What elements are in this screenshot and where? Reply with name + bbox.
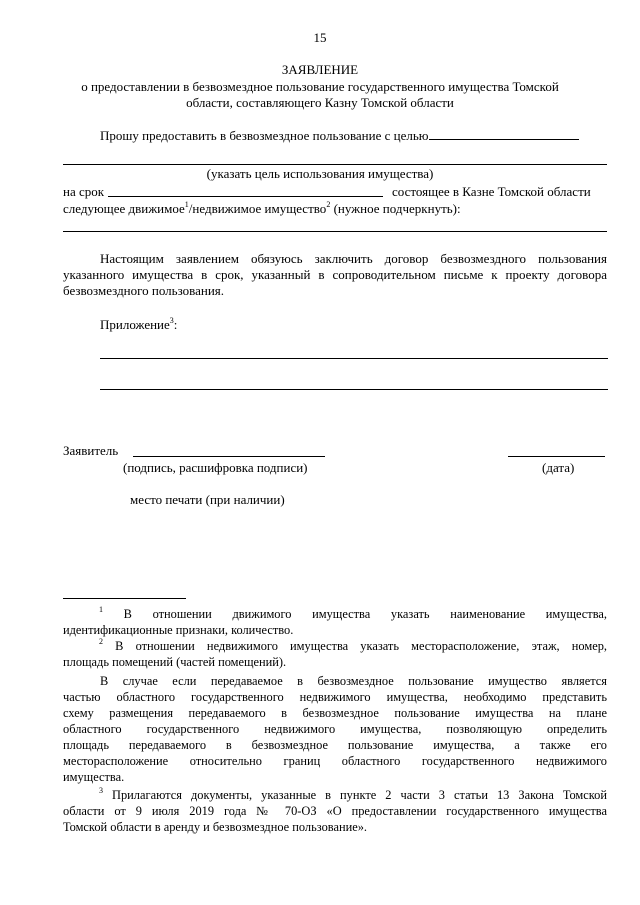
obligation-line-1: Настоящим заявлением обязуюсь заключить договор безвозмездного пользования [100,251,607,266]
document-subtitle-line-2: области, составляющего Казну Томской области [186,95,454,110]
purpose-hint: (указать цель использования имущества) [206,166,434,181]
footnote-3-line-3: Томской области в аренду и безвозмездное пользование». [63,820,368,834]
footnote-1-text: В отношении движимого имущества указать наименование имущества, [123,607,607,621]
footnote-3-number: 3 [99,786,103,795]
signature-hint: (подпись, расшифровка подписи) [123,460,308,475]
applicant-label: Заявитель [63,443,119,458]
footnote-separator [63,598,186,599]
obligation-line-3: безвозмездного пользования. [63,283,225,298]
term-suffix: состоящее в Казне Томской области [392,184,591,199]
footnote-1-line-1 [63,606,607,622]
footnote-note-line-5: площадь передаваемого в безвозмездное пользование имущества, а также его [63,738,607,752]
footnote-note-line-2: частью областного государственного недвижимого имущества, необходимо представить [63,690,607,704]
footnote-note-line-4: областного государственного недвижимого имущества, позволяющую определить [63,722,607,736]
footnote-ref-3: 3 [169,316,174,325]
attachment-blank-2[interactable] [100,389,608,390]
footnote-3-text: Прилагаются документы, указанные в пункте 2 части 3 статьи 13 Закона Томской [112,788,607,802]
request-text: Прошу предоставить в безвозмездное пользование с целью [100,128,429,143]
attachment-label [100,317,177,333]
property-type-line [63,201,461,217]
footnote-2-line-2: площадь помещений (частей помещений). [63,655,287,669]
property-suffix: (нужное подчеркнуть): [330,201,461,216]
footnote-note-line-1: В случае если передаваемое в безвозмездное пользование имущество является [100,674,607,688]
date-hint: (дата) [542,460,575,475]
signature-blank[interactable] [133,456,325,457]
footnote-note-line-7: имущества. [63,770,125,784]
footnote-2-number: 2 [99,637,103,646]
purpose-line-blank[interactable] [63,164,607,165]
attachment-text: Приложение [100,317,170,332]
property-movable[interactable]: следующее движимое [63,201,185,216]
footnote-ref-1: 1 [184,200,189,209]
document-subtitle-line-1: о предоставлении в безвозмездное пользование государственного имущества Томской [81,79,559,94]
request-line [100,127,579,144]
property-immovable[interactable]: /недвижимое имущество [188,201,327,216]
obligation-line-2: указанного имущества в срок, указанный в сопроводительном письме к проекту договора [63,267,607,282]
document-title: ЗАЯВЛЕНИЕ [281,62,359,77]
footnote-2-line-1 [63,638,607,654]
term-blank[interactable] [108,196,383,197]
footnote-3-line-2: области от 9 июля 2019 года № 70-ОЗ «О предоставлении государственного имущества [63,804,607,818]
footnote-3-line-1 [63,787,607,803]
page-number: 15 [313,30,327,45]
term-label: на срок [63,184,105,199]
stamp-place: место печати (при наличии) [130,492,285,507]
date-blank[interactable] [508,456,605,457]
property-description-blank[interactable] [63,231,607,232]
footnote-1-number: 1 [99,605,103,614]
footnote-1-line-2: идентификационные признаки, количество. [63,623,294,637]
footnote-note-line-3: схему размещения передаваемого в безвозмездное пользование имущества на плане [63,706,607,720]
footnote-note-line-6: месторасположение относительно границ областного государственного недвижимого [63,754,607,768]
purpose-blank[interactable] [429,127,579,140]
footnote-ref-2: 2 [326,200,331,209]
attachment-colon: : [173,317,178,332]
attachment-blank-1[interactable] [100,358,608,359]
footnote-2-text: В отношении недвижимого имущества указать месторасположение, этаж, номер, [115,639,607,653]
